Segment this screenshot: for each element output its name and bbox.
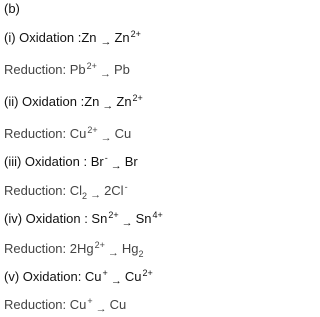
rhs-charge: 2+ [132,93,143,103]
lhs-species: Cl [69,183,83,198]
lhs-species: Zn [84,94,100,109]
rhs-species: Cu [109,297,127,312]
oxidation-line-4 [4,211,163,228]
rhs-species: Zn [114,30,130,45]
rhs-charge: 4+ [152,210,163,220]
rhs-subscript: 2 [138,249,144,259]
lhs-species: 2Hg [69,241,94,256]
reduction-line-1 [4,62,130,79]
line-prefix: Reduction: [4,183,70,198]
line-prefix: (i) Oxidation : [4,30,82,45]
oxidation-line-3 [4,154,138,171]
oxidation-line-1 [4,30,141,47]
reduction-line-2 [4,126,131,143]
reaction-arrow: → [110,160,122,172]
lhs-charge: + [87,296,93,306]
reaction-arrow: → [102,100,114,112]
line-prefix: Reduction: [4,126,70,141]
lhs-charge: 2+ [94,240,105,250]
line-prefix: (v) Oxidation: [4,269,85,284]
lhs-species: Sn [91,211,108,226]
lhs-charge: 2+ [86,61,97,71]
reduction-line-3 [4,183,128,200]
lhs-species: Cu [84,269,102,284]
reaction-arrow: → [121,217,133,229]
reaction-arrow: → [99,68,111,80]
reaction-arrow: → [95,303,107,315]
line-prefix: (iv) Oxidation : [4,211,92,226]
reaction-arrow: → [107,247,119,259]
rhs-species: Sn [135,211,152,226]
lhs-subscript: 2 [82,191,88,201]
line-prefix: Reduction: [4,241,70,256]
lhs-charge: 2+ [87,125,98,135]
rhs-species: Cu [114,126,132,141]
rhs-species: 2Cl [104,183,124,198]
oxidation-line-2 [4,94,143,111]
line-prefix: Reduction: [4,62,70,77]
rhs-charge: 2+ [130,29,141,39]
rhs-charge: 2+ [142,268,153,278]
rhs-species: Pb [113,62,130,77]
reaction-arrow: → [110,275,122,287]
rhs-species: Hg [121,241,139,256]
reaction-arrow: → [100,132,112,144]
part-label: (b) [4,1,20,16]
reduction-line-4 [4,241,144,258]
line-prefix: Reduction: [4,297,70,312]
rhs-species: Cu [124,269,142,284]
lhs-species: Br [90,154,104,169]
reaction-arrow: → [90,189,102,201]
line-prefix: (iii) Oxidation : [4,154,91,169]
oxidation-line-5 [4,269,153,286]
rhs-species: Zn [116,94,132,109]
rhs-charge: - [124,182,128,192]
reaction-arrow: → [100,36,112,48]
rhs-species: Br [124,154,138,169]
line-prefix: (ii) Oxidation : [4,94,85,109]
lhs-species: Cu [69,126,87,141]
lhs-charge: + [102,268,108,278]
lhs-charge: - [104,153,108,163]
reduction-line-5 [4,297,126,314]
lhs-species: Cu [69,297,87,312]
lhs-species: Zn [81,30,97,45]
lhs-species: Pb [69,62,86,77]
lhs-charge: 2+ [108,210,119,220]
